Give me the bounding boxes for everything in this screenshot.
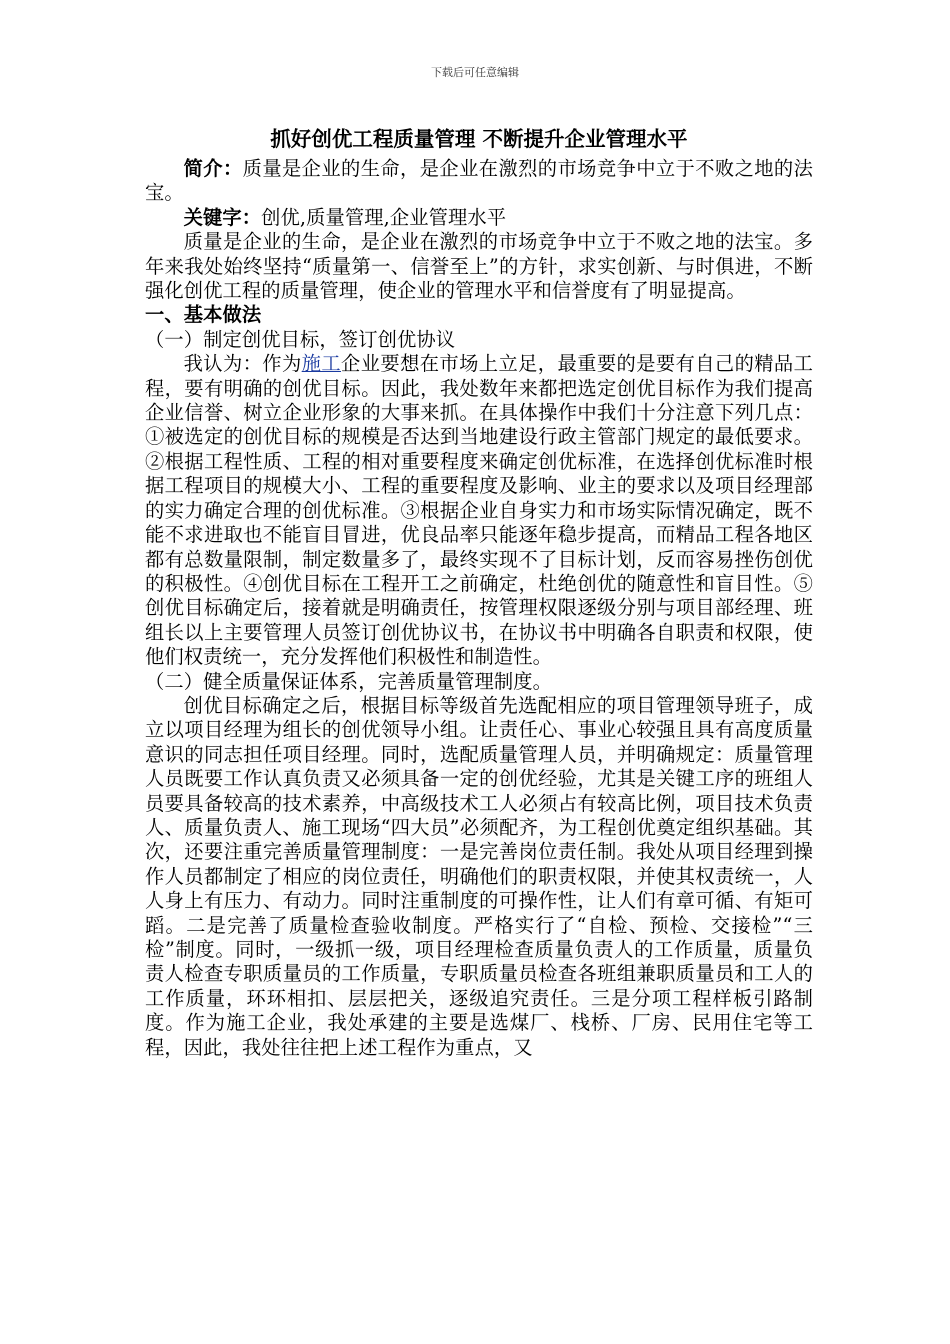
paragraph-2 [145,352,813,669]
subsection-heading-2: （二）健全质量保证体系，完善质量管理制度。 [145,669,553,693]
keywords-label: 关键字： [183,205,262,229]
paragraph-2-rest: 企业要想在市场上立足，最重要的是要有自己的精品工程，要有明确的创优目标。因此，我处数年来都把选定创优目标作为我们提高企业信誉、树立企业形象的大事来抓。在具体操作中我们十分注意下列几点：①被选定的创优目标的规模是否达到当地建设行政主管部门规定的最低要求。②根据工程性质、工程的相对重要程度来确定创优标准，在选择创优标准时根据工程项目的规模大小、工程的重要程度及影响、业主的要求以及项目经理部的实力确定合理的创优标准。③根据企业自身实力和市场实际情况确定，既不能不求进取也不能盲目冒进，优良品率只能逐年稳步提高，而精品工程各地区都有总数量限制，制定数量多了，最终实现不了目标计划，反而容易挫伤创优的积极性。④创优目标在工程开工之前确定，杜绝创优的随意性和盲目性。⑤创优目标确定后，接着就是明确责任，按管理权限逐级分别与项目部经理、班组长以上主要管理人员签订创优协议书，在协议书中明确各自职责和权限，使他们权责统一，充分发挥他们积极性和制造性。 [145,352,813,669]
keywords-paragraph [145,206,813,230]
section-heading-1: 一、基本做法 [145,303,262,327]
subsection-heading-1: （一）制定创优目标，签订创优协议 [145,327,456,351]
construction-link[interactable]: 施工 [301,352,342,376]
intro-text: 质量是企业的生命，是企业在激烈的市场竞争中立于不败之地的法宝。 [145,157,813,205]
intro-paragraph [145,157,813,206]
paragraph-3: 创优目标确定之后，根据目标等级首先选配相应的项目管理领导班子，成立以项目经理为组长的创优领导小组。让责任心、事业心较强且具有高度质量意识的同志担任项目经理。同时，选配质量管理人员，并明确规定：质量管理人员既要工作认真负责又必须具备一定的创优经验，尤其是关键工序的班组人员要具备较高的技术素养，中高级技术工人必须占有较高比例，项目技术负责人、质量负责人、施工现场“四大员”必须配齐，为工程创优奠定组织基础。其次，还要注重完善质量管理制度：一是完善岗位责任制。我处从项目经理到操作人员都制定了相应的岗位责任，明确他们的职责权限，并使其权责统一，人人身上有压力、有动力。同时注重制度的可操作性，让人们有章可循、有矩可蹈。二是完善了质量检查验收制度。严格实行了“自检、预检、交接检”“三检”制度。同时，一级抓一级，项目经理检查质量负责人的工作质量，质量负责人检查专职质量员的工作质量，专职质量员检查各班组兼职质量员和工人的工作质量，环环相扣、层层把关，逐级追究责任。三是分项工程样板引路制度。作为施工企业，我处承建的主要是选煤厂、栈桥、厂房、民用住宅等工程，因此，我处往往把上述工程作为重点，又 [145,693,813,1059]
page-header-note: 下载后可任意编辑 [431,66,519,79]
paragraph-2-start: 我认为：作为 [183,352,302,376]
document-title: 抓好创优工程质量管理 不断提升企业管理水平 [270,127,688,151]
paragraph-1: 质量是企业的生命，是企业在激烈的市场竞争中立于不败之地的法宝。多年来我处始终坚持“质量第一、信誉至上”的方针，求实创新、与时俱进，不断强化创优工程的质量管理，使企业的管理水平和信誉度有了明显提高。 [145,230,813,303]
keywords-text: 创优,质量管理,企业管理水平 [261,205,507,229]
document-body [145,124,813,1060]
intro-label: 简介： [183,157,243,180]
